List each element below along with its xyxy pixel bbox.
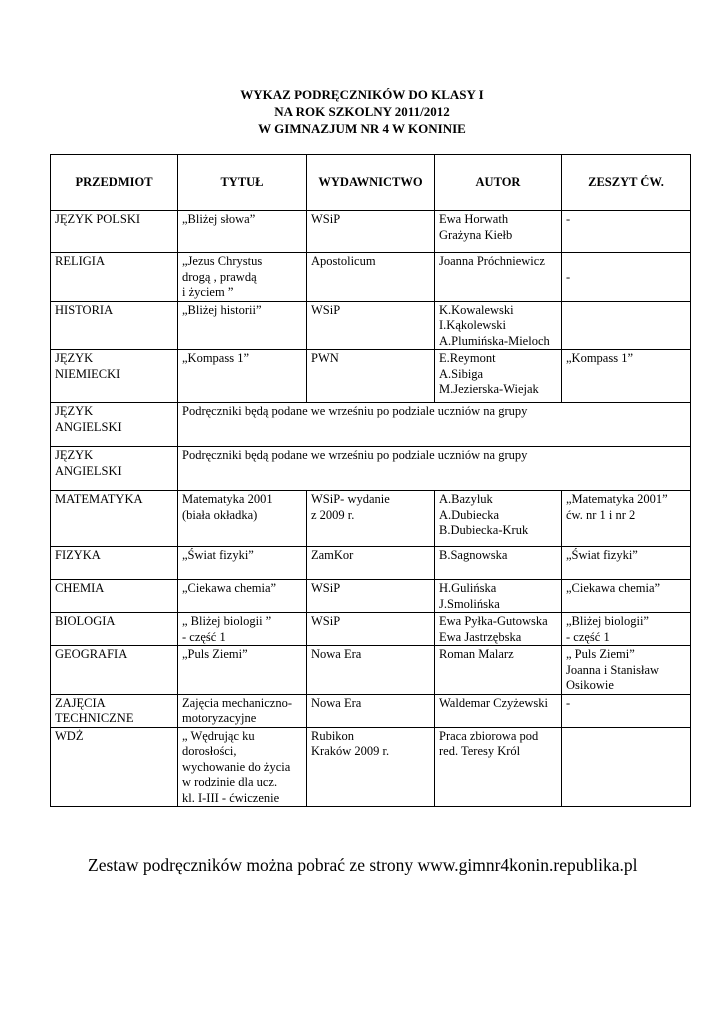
cell-author-line: Grażyna Kiełb	[439, 227, 513, 242]
cell-subject	[51, 301, 178, 350]
cell-author-line: M.Jezierska-Wiejak	[439, 382, 539, 396]
cell-subject-line: BIOLOGIA	[55, 614, 116, 628]
cell-title-line: „Puls Ziemi”	[182, 647, 248, 661]
cell-subject-line: WDŻ	[55, 728, 84, 743]
table-row	[51, 447, 691, 491]
cell-title	[178, 211, 307, 253]
cell-publisher-line: Rubikon	[311, 728, 355, 743]
cell-title-line: (biała okładka)	[182, 507, 258, 522]
cell-author-line: E.Reymont	[439, 351, 496, 365]
cell-publisher-line: WSiP- wydanie	[311, 492, 390, 506]
cell-author-line: Joanna Próchniewicz	[439, 254, 545, 268]
header-workbook: ZESZYT ĆW.	[562, 155, 691, 211]
cell-title-line: „Ciekawa chemia”	[182, 581, 277, 595]
table-row	[51, 613, 691, 646]
cell-title-line: kl. I-III - ćwiczenie	[182, 790, 280, 805]
cell-subject-line: HISTORIA	[55, 302, 114, 317]
cell-title-line: dorosłości,	[182, 744, 237, 758]
cell-author	[435, 253, 562, 302]
cell-subject-line: TECHNICZNE	[55, 711, 134, 725]
cell-publisher-line: WSiP	[311, 302, 341, 317]
cell-publisher-line: ZamKor	[311, 548, 354, 562]
title-line: NA ROK SZKOLNY 2011/2012	[274, 104, 450, 119]
cell-author-line: B.Dubiecka-Kruk	[439, 523, 529, 537]
cell-subject	[51, 580, 178, 613]
cell-note	[178, 447, 691, 491]
cell-workbook-line: „Kompass 1”	[566, 351, 633, 365]
cell-publisher-line: Nowa Era	[311, 695, 362, 710]
cell-workbook	[562, 491, 691, 547]
cell-author	[435, 613, 562, 646]
cell-author-line: Ewa Pyłka-Gutowska	[439, 614, 548, 628]
cell-subject-line: ANGIELSKI	[55, 463, 122, 478]
cell-author	[435, 727, 562, 807]
cell-title	[178, 253, 307, 302]
header-author: AUTOR	[435, 155, 562, 211]
cell-author	[435, 350, 562, 403]
cell-note-line: Podręczniki będą podane we wrześniu po podziale uczniów na grupy	[182, 448, 528, 462]
table-header-row	[51, 155, 691, 211]
cell-workbook	[562, 646, 691, 695]
download-note: Zestaw podręczników można pobrać ze strony www.gimnr4konin.republika.pl	[88, 855, 638, 875]
cell-subject	[51, 613, 178, 646]
cell-author	[435, 491, 562, 547]
cell-subject-line: JĘZYK	[55, 351, 94, 365]
cell-workbook-line: -	[566, 212, 571, 226]
cell-subject	[51, 253, 178, 302]
cell-workbook-line: -	[566, 269, 571, 284]
cell-subject	[51, 491, 178, 547]
cell-publisher	[307, 491, 435, 547]
cell-note-line: Podręczniki będą podane we wrześniu po podziale uczniów na grupy	[182, 404, 528, 418]
cell-author-line: I.Kąkolewski	[439, 318, 506, 332]
cell-title-line: w rodzinie dla ucz.	[182, 775, 278, 789]
cell-title	[178, 580, 307, 613]
cell-workbook	[562, 547, 691, 580]
cell-title-line: wychowanie do życia	[182, 759, 291, 774]
cell-title	[178, 694, 307, 727]
cell-note	[178, 403, 691, 447]
cell-author-line: A.Dubiecka	[439, 507, 500, 522]
cell-author	[435, 301, 562, 350]
cell-publisher	[307, 613, 435, 646]
cell-publisher	[307, 580, 435, 613]
header-publisher: WYDAWNICTWO	[307, 155, 435, 211]
cell-workbook	[562, 727, 691, 807]
cell-title-line: Zajęcia mechaniczno-	[182, 695, 292, 710]
cell-publisher	[307, 350, 435, 403]
cell-workbook-line: „ Puls Ziemi”	[566, 647, 635, 661]
header-subject: PRZEDMIOT	[51, 155, 178, 211]
cell-workbook	[562, 253, 691, 302]
cell-publisher	[307, 253, 435, 302]
cell-publisher-line: WSiP	[311, 614, 341, 628]
cell-publisher-line: WSiP	[311, 581, 341, 595]
cell-subject-line: GEOGRAFIA	[55, 647, 128, 661]
cell-publisher-line: Kraków 2009 r.	[311, 744, 390, 758]
cell-subject-line: NIEMIECKI	[55, 366, 121, 381]
cell-author	[435, 580, 562, 613]
cell-subject-line: RELIGIA	[55, 254, 105, 268]
cell-title-line: „Świat fizyki”	[182, 548, 254, 562]
cell-publisher-line: WSiP	[311, 212, 341, 226]
cell-workbook-line: „Matematyka 2001”	[566, 492, 668, 506]
cell-author	[435, 694, 562, 727]
cell-title-line: „Kompass 1”	[182, 351, 249, 365]
cell-subject-line: ANGIELSKI	[55, 419, 122, 434]
cell-subject	[51, 694, 178, 727]
cell-title-line: „Jezus Chrystus	[182, 254, 263, 268]
cell-publisher-line: Apostolicum	[311, 254, 376, 268]
table-row	[51, 253, 691, 302]
cell-subject-line: JĘZYK	[55, 448, 94, 462]
cell-publisher	[307, 547, 435, 580]
cell-author	[435, 547, 562, 580]
cell-author-line: H.Gulińska	[439, 581, 497, 595]
textbook-table	[50, 154, 691, 807]
cell-subject	[51, 211, 178, 253]
cell-subject-line: CHEMIA	[55, 581, 105, 595]
table-row	[51, 350, 691, 403]
cell-author-line: K.Kowalewski	[439, 302, 514, 317]
table-row	[51, 646, 691, 695]
cell-subject-line: ZAJĘCIA	[55, 695, 106, 710]
table-row	[51, 301, 691, 350]
cell-title	[178, 491, 307, 547]
cell-title	[178, 613, 307, 646]
table-row	[51, 694, 691, 727]
cell-publisher-line: Nowa Era	[311, 647, 362, 661]
cell-title	[178, 350, 307, 403]
table-row	[51, 547, 691, 580]
cell-author-line: red. Teresy Król	[439, 744, 521, 758]
cell-subject	[51, 727, 178, 807]
cell-workbook	[562, 694, 691, 727]
cell-title	[178, 646, 307, 695]
cell-publisher-line: PWN	[311, 351, 339, 365]
cell-author	[435, 646, 562, 695]
cell-workbook	[562, 580, 691, 613]
title-line: W GIMNAZJUM NR 4 W KONINIE	[258, 121, 466, 136]
table-row	[51, 580, 691, 613]
cell-workbook	[562, 613, 691, 646]
cell-subject-line: FIZYKA	[55, 548, 101, 562]
cell-subject	[51, 447, 178, 491]
cell-publisher-line: z 2009 r.	[311, 507, 355, 522]
cell-title-line: „ Wędrując ku	[182, 728, 255, 743]
cell-workbook-line: ćw. nr 1 i nr 2	[566, 507, 636, 522]
cell-title-line: i życiem ”	[182, 285, 234, 299]
cell-subject-line: JĘZYK POLSKI	[55, 212, 141, 226]
cell-author-line: Waldemar Czyżewski	[439, 695, 549, 710]
cell-workbook-line: „Świat fizyki”	[566, 548, 638, 562]
cell-workbook	[562, 350, 691, 403]
table-row	[51, 491, 691, 547]
cell-author-line: J.Smolińska	[439, 596, 500, 611]
document-title	[0, 86, 724, 137]
cell-author-line: A.Plumińska-Mieloch	[439, 333, 550, 348]
cell-publisher	[307, 211, 435, 253]
cell-title-line: Matematyka 2001	[182, 492, 273, 506]
cell-workbook-line: -	[566, 695, 571, 710]
cell-subject	[51, 403, 178, 447]
cell-title	[178, 301, 307, 350]
cell-subject	[51, 646, 178, 695]
cell-author-line: A.Bazyluk	[439, 492, 493, 506]
title-line: WYKAZ PODRĘCZNIKÓW DO KLASY I	[240, 87, 484, 102]
cell-workbook-line: Joanna i Stanisław	[566, 662, 660, 677]
cell-publisher	[307, 646, 435, 695]
table-row	[51, 727, 691, 807]
cell-workbook-line: Osikowie	[566, 678, 614, 692]
cell-title-line: motoryzacyjne	[182, 711, 257, 725]
cell-author-line: Praca zbiorowa pod	[439, 728, 539, 743]
cell-workbook	[562, 211, 691, 253]
cell-author-line: Ewa Horwath	[439, 212, 509, 226]
cell-author-line: Ewa Jastrzębska	[439, 629, 522, 644]
cell-subject-line: MATEMATYKA	[55, 492, 143, 506]
cell-subject	[51, 350, 178, 403]
cell-title	[178, 727, 307, 807]
header-title: TYTUŁ	[178, 155, 307, 211]
cell-title-line: „Bliżej słowa”	[182, 212, 256, 226]
cell-author-line: Roman Malarz	[439, 647, 514, 661]
cell-title-line: „ Bliżej biologii ”	[182, 614, 272, 628]
cell-workbook-line: - część 1	[566, 629, 610, 644]
cell-author	[435, 211, 562, 253]
cell-workbook	[562, 301, 691, 350]
cell-workbook-line: „Ciekawa chemia”	[566, 581, 661, 595]
cell-publisher	[307, 694, 435, 727]
cell-author-line: B.Sagnowska	[439, 548, 508, 562]
cell-publisher	[307, 727, 435, 807]
cell-workbook-line: „Bliżej biologii”	[566, 614, 649, 628]
cell-title-line: „Bliżej historii”	[182, 302, 262, 317]
cell-title-line: drogą , prawdą	[182, 269, 257, 284]
cell-publisher	[307, 301, 435, 350]
cell-subject	[51, 547, 178, 580]
cell-title-line: - część 1	[182, 629, 226, 644]
table-row	[51, 211, 691, 253]
table-row	[51, 403, 691, 447]
cell-subject-line: JĘZYK	[55, 404, 94, 418]
cell-author-line: A.Sibiga	[439, 366, 484, 381]
cell-title	[178, 547, 307, 580]
